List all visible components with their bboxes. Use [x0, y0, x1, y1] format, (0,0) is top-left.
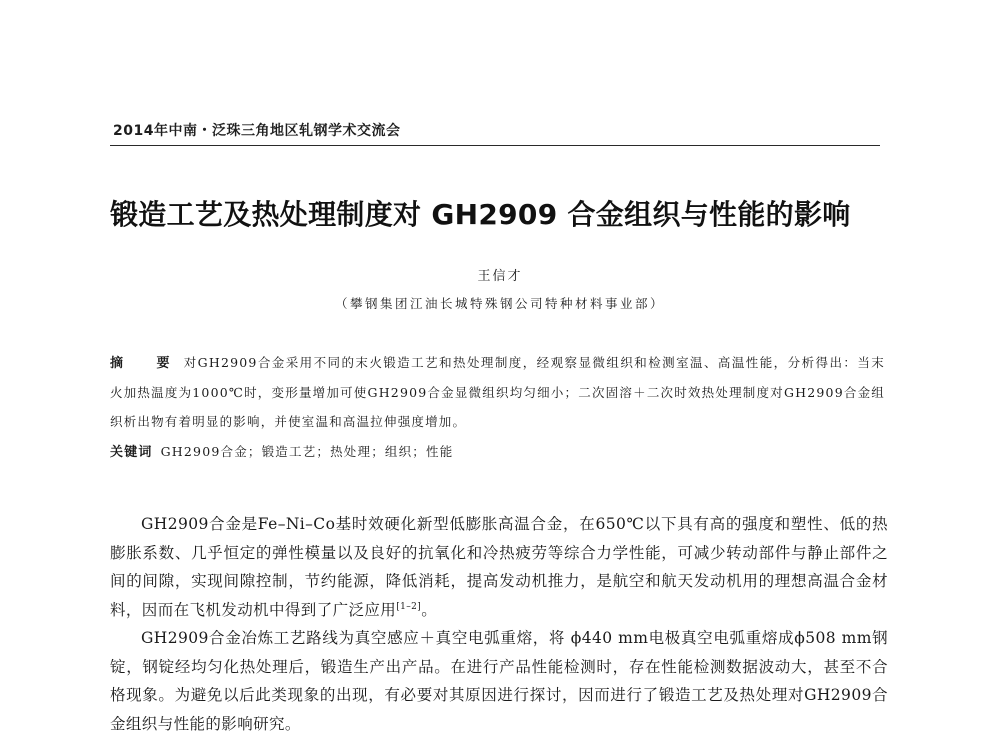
- paragraph-1-end: 。: [421, 600, 438, 619]
- abstract: [110, 348, 885, 436]
- running-header: 2014年中南・泛珠三角地区轧钢学术交流会: [113, 123, 401, 139]
- abstract-label: 摘 要: [110, 356, 180, 371]
- header-rule: [110, 145, 880, 146]
- keywords-label: 关键词: [110, 445, 153, 460]
- author-affiliation: （攀钢集团江油长城特殊钢公司特种材料事业部）: [334, 296, 665, 311]
- keywords-text: GH2909合金；锻造工艺；热处理；组织；性能: [160, 444, 454, 459]
- author-name: 王信才: [477, 269, 523, 284]
- paragraph-1-text: GH2909合金是Fe–Ni–Co基时效硬化新型低膨胀高温合金，在650℃以下具有高的强度和塑性、低的热膨胀系数、几乎恒定的弹性模量以及良好的抗氧化和冷热疲劳等综合力学性能，可减少转动部件与静止部件之间的间隙，实现间隙控制，节约能源，降低消耗，提高发动机推力，是航空和航天发动机用的理想高温合金材料，因而在飞机发动机中得到了广泛应用: [110, 515, 888, 619]
- keywords: [110, 441, 885, 460]
- citation-ref: [1–2]: [396, 601, 422, 612]
- paper-title: 锻造工艺及热处理制度对 GH2909 合金组织与性能的影响: [110, 198, 851, 231]
- abstract-text: 对GH2909合金采用不同的末火锻造工艺和热处理制度，经观察显微组织和检测室温、高温性能，分析得出：当末火加热温度为1000℃时，变形量增加可使GH2909合金显微组织均匀细小；二次固溶＋二次时效热处理制度对GH2909合金组织析出物有着明显的影响，并使室温和高温拉伸强度增加。: [110, 355, 885, 429]
- body-text: [110, 510, 888, 738]
- paragraph-1: [110, 510, 888, 624]
- paragraph-2: GH2909合金冶炼工艺路线为真空感应＋真空电弧重熔，将 ϕ440 mm电极真空电弧重熔成ϕ508 mm钢锭，钢锭经均匀化热处理后，锻造生产出产品。在进行产品性能检测时，存在性能检测数据波动大，甚至不合格现象。为避免以后此类现象的出现，有必要对其原因进行探讨，因而进行了锻造工艺及热处理对GH2909合金组织与性能的影响研究。: [110, 629, 888, 733]
